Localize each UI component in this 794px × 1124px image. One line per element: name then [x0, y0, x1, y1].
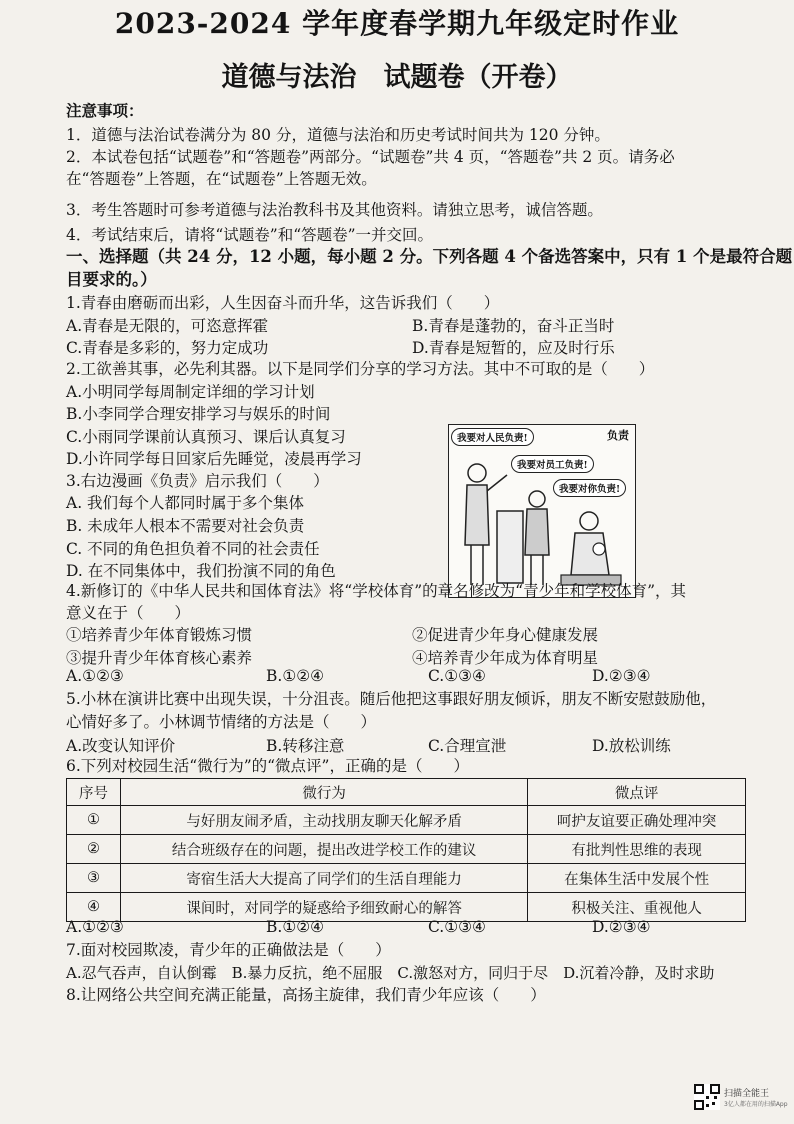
question-5-stem: 5.小林在演讲比赛中出现失误，十分沮丧。随后他把这事跟好朋友倾诉，朋友不断安慰鼓励他， [66, 690, 717, 708]
behavior-table [66, 778, 746, 922]
question-8-stem: 8.让网络公共空间充满正能量，高扬主旋律，我们青少年应该（ ） [66, 986, 546, 1004]
exam-title: 2023-2024 学年度春学期九年级定时作业 [114, 7, 680, 40]
question-5-option-a: A.改变认知评价 [66, 737, 176, 755]
question-4-stem: 4.新修订的《中华人民共和国体育法》将“学校体育”的章名修改为“青少年和学校体育”，其 [66, 582, 686, 600]
cartoon-drawing [449, 425, 635, 597]
table-cell: 在集体生活中发展个性 [528, 864, 746, 893]
note-item-2-cont: 在“答题卷”上答题，在“试题卷”上答题无效。 [66, 170, 377, 188]
question-1-option-b: B.青春是蓬勃的，奋斗正当时 [412, 317, 615, 335]
question-4-option-c: C.①③④ [428, 667, 486, 685]
question-6-option-d: D.②③④ [592, 918, 651, 936]
note-item-1: 1．道德与法治试卷满分为 80 分，道德与法治和历史考试时间共为 120 分钟。 [66, 126, 610, 144]
question-7-options: A.忍气吞声，自认倒霉 B.暴力反抗，绝不屈服 C.激怒对方，同归于尽 D.沉着冷静，及时求助 [66, 964, 715, 982]
scanner-brand-tagline: 3亿人都在用的扫描App [724, 1101, 788, 1108]
exam-subtitle: 道德与法治 试题卷（开卷） [221, 62, 573, 93]
question-3-option-d: D. 在不同集体中，我们扮演不同的角色 [66, 562, 336, 580]
question-4-option-b: B.①②④ [266, 667, 325, 685]
question-2-option-c: C.小雨同学课前认真预习、课后认真复习 [66, 428, 346, 446]
notes-heading: 注意事项： [66, 101, 144, 120]
question-1-stem: 1.青春由磨砺而出彩，人生因奋斗而升华，这告诉我们（ ） [66, 294, 500, 312]
question-5-option-c: C.合理宣泄 [428, 737, 507, 755]
question-5-option-d: D.放松训练 [592, 737, 671, 755]
scanner-brand-name: 扫描全能王 [724, 1089, 770, 1099]
question-7-stem: 7.面对校园欺凌，青少年的正确做法是（ ） [66, 941, 391, 959]
cartoon-bubble-1: 我要对人民负责! [451, 428, 534, 446]
cartoon-bubble-2: 我要对员工负责! [511, 455, 594, 473]
table-cell: 课间时，对同学的疑惑给予细致耐心的解答 [120, 893, 527, 922]
question-6-option-b: B.①②④ [266, 918, 325, 936]
table-cell: ② [67, 835, 121, 864]
qr-code-icon [694, 1084, 720, 1110]
question-6-stem: 6.下列对校园生活“微行为”的“微点评”，正确的是（ ） [66, 757, 469, 775]
table-cell: 结合班级存在的问题，提出改进学校工作的建议 [120, 835, 527, 864]
question-2-option-b: B.小李同学合理安排学习与娱乐的时间 [66, 405, 331, 423]
table-row [67, 835, 746, 864]
question-4-item-1: ①培养青少年体育锻炼习惯 [66, 626, 253, 644]
question-6-option-c: C.①③④ [428, 918, 486, 936]
question-6-option-a: A.①②③ [66, 918, 124, 936]
table-header-row [67, 779, 746, 806]
section-heading: 一、选择题（共 24 分，12 小题，每小题 2 分。下列各题 4 个备选答案中，只有 1 个是最符合题 [66, 247, 793, 266]
question-4-item-4: ④培养青少年成为体育明星 [412, 649, 599, 667]
scanner-brand [724, 1086, 788, 1108]
question-3-option-c: C. 不同的角色担负着不同的社会责任 [66, 540, 320, 558]
table-cell: ① [67, 806, 121, 835]
table-cell: 与好朋友闹矛盾，主动找朋友聊天化解矛盾 [120, 806, 527, 835]
table-row [67, 806, 746, 835]
question-4-option-a: A.①②③ [66, 667, 124, 685]
table-row [67, 864, 746, 893]
question-4-stem-cont: 意义在于（ ） [66, 604, 191, 622]
question-5-option-b: B.转移注意 [266, 737, 345, 755]
cartoon-caption: 负责 [607, 429, 629, 442]
question-2-option-a: A.小明同学每周制定详细的学习计划 [66, 383, 315, 401]
section-heading-cont: 目要求的。） [66, 270, 157, 289]
table-cell: ④ [67, 893, 121, 922]
question-1-option-d: D.青春是短暂的，应及时行乐 [412, 339, 615, 357]
question-4-item-3: ③提升青少年体育核心素养 [66, 649, 253, 667]
question-4-item-2: ②促进青少年身心健康发展 [412, 626, 599, 644]
table-cell: 寄宿生活大大提高了同学们的生活自理能力 [120, 864, 527, 893]
table-header-cell: 微行为 [120, 779, 527, 806]
table-cell: 有批判性思维的表现 [528, 835, 746, 864]
note-item-3: 3．考生答题时可参考道德与法治教科书及其他资料。请独立思考，诚信答题。 [66, 201, 603, 219]
cartoon-bubble-3: 我要对你负责! [553, 479, 626, 497]
note-item-4: 4．考试结束后，请将“试题卷”和“答题卷”一并交回。 [66, 226, 434, 244]
question-3-option-b: B. 未成年人根本不需要对社会负责 [66, 517, 305, 535]
question-2-option-d: D.小许同学每日回家后先睡觉，凌晨再学习 [66, 450, 362, 468]
table-cell: 积极关注、重视他人 [528, 893, 746, 922]
table-cell: ③ [67, 864, 121, 893]
question-1-option-a: A.青春是无限的，可恣意挥霍 [66, 317, 269, 335]
question-3-stem: 3.右边漫画《负责》启示我们（ ） [66, 472, 329, 490]
question-2-stem: 2.工欲善其事，必先利其器。以下是同学们分享的学习方法。其中不可取的是（ ） [66, 360, 655, 378]
note-item-2: 2．本试卷包括“试题卷”和“答题卷”两部分。“试题卷”共 4 页，“答题卷”共 2 页。请务必 [66, 148, 675, 166]
responsibility-cartoon [448, 424, 636, 598]
table-header-cell: 序号 [67, 779, 121, 806]
question-1-option-c: C.青春是多彩的，努力定成功 [66, 339, 269, 357]
question-5-stem-cont: 心情好多了。小林调节情绪的方法是（ ） [66, 713, 377, 731]
question-3-option-a: A. 我们每个人都同时属于多个集体 [66, 494, 305, 512]
question-4-option-d: D.②③④ [592, 667, 651, 685]
table-cell: 呵护友谊要正确处理冲突 [528, 806, 746, 835]
table-header-cell: 微点评 [528, 779, 746, 806]
